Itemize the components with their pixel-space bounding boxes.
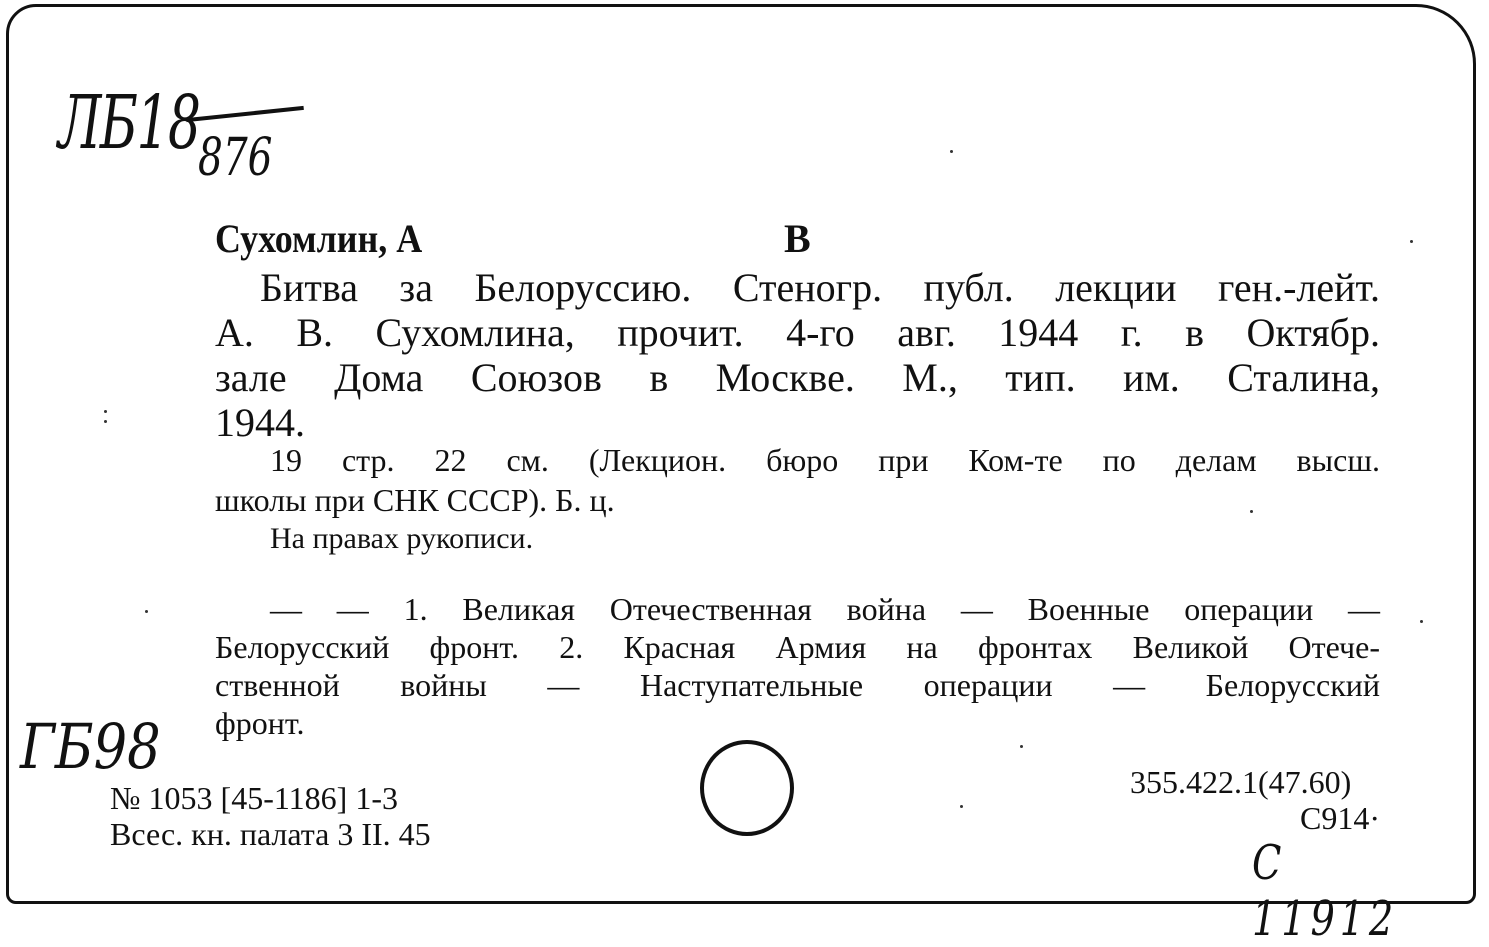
shelfmark-number: 876 <box>198 128 273 188</box>
record-number: № 1053 [45-1186] 1-3 <box>110 780 398 816</box>
speck <box>950 150 953 153</box>
note: На правах рукописи. <box>270 522 534 555</box>
stamp-circle <box>700 740 794 836</box>
collation-line: 19 стр. 22 см. (Лекцион. бюро при Ком-те по делам высш. <box>270 442 1380 478</box>
collation-line: школы при СНК СССР). Б. ц. <box>215 482 615 518</box>
speck <box>1020 745 1023 748</box>
title-line: А. В. Сухомлина, прочит. 4-го авг. 1944 г. в Октябр. <box>215 310 1380 355</box>
title-description <box>215 265 1380 445</box>
author-initial: В <box>784 216 811 261</box>
speck <box>104 420 107 423</box>
subject-line: — — 1. Великая Отечественная война — Военные операции — <box>270 591 1380 627</box>
title-line: Битва за Белоруссию. Стеногр. публ. лекции ген.-лейт. <box>260 265 1380 310</box>
title-line: зале Дома Союзов в Москве. М., тип. им. Сталина, <box>215 355 1380 400</box>
title-line: 1944. <box>215 400 305 445</box>
speck <box>1410 240 1413 243</box>
speck <box>145 610 148 613</box>
author-code: С914· <box>1300 800 1380 836</box>
author-heading: Сухомлин, А <box>215 216 423 261</box>
subject-headings <box>215 590 1380 742</box>
speck <box>960 805 963 808</box>
subject-line: Белорусский фронт. 2. Красная Армия на фронтах Великой Отече- <box>215 629 1380 665</box>
book-chamber-line: Всес. кн. палата 3 II. 45 <box>110 816 431 852</box>
subject-line: ственной войны — Наступательные операции — Белорусский <box>215 667 1380 703</box>
speck <box>1250 510 1253 513</box>
udc-classification: 355.422.1(47.60) <box>1130 764 1352 800</box>
inventory-mark-handwritten: С 11912 <box>1252 835 1399 947</box>
shelfmark-bottom-handwritten: ГБ98 <box>20 710 161 783</box>
shelfmark-handwritten: ЛБ18 <box>58 80 200 166</box>
subject-line: фронт. <box>215 705 305 741</box>
speck <box>104 410 107 413</box>
speck <box>1420 620 1423 623</box>
collation <box>215 440 1380 520</box>
